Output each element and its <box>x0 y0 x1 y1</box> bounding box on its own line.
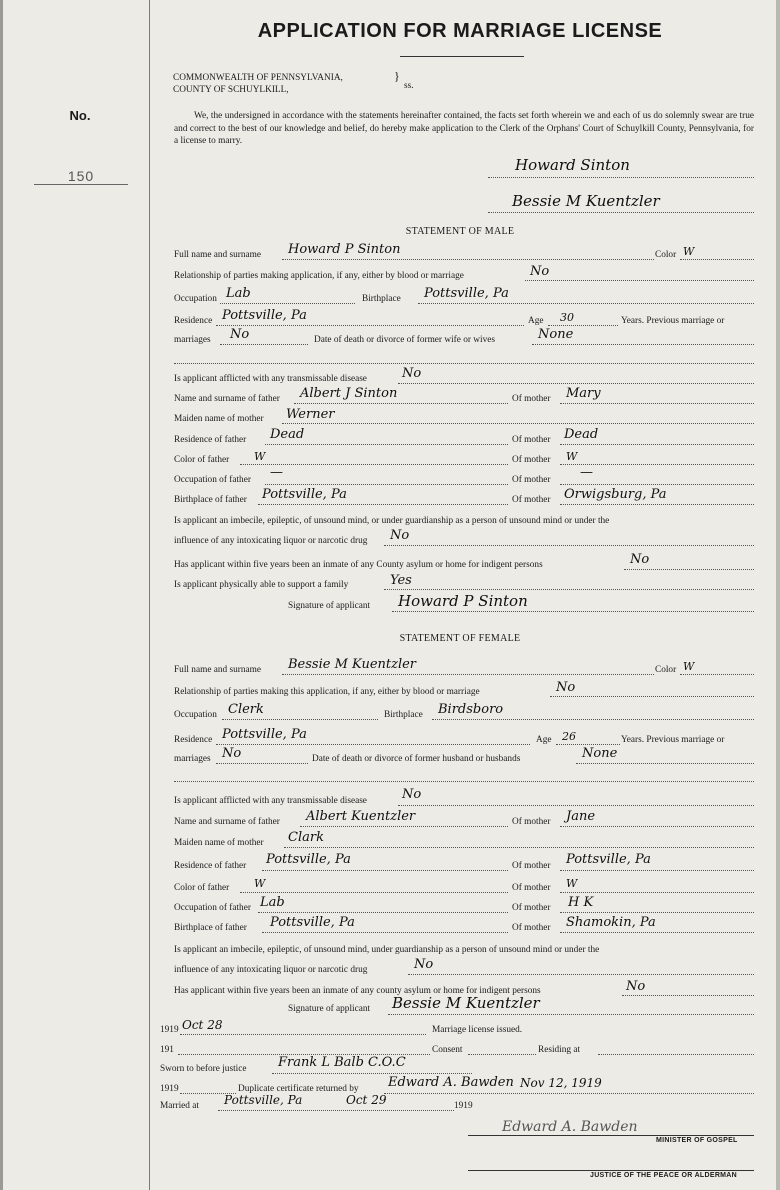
dotted-line <box>560 504 754 505</box>
dotted-line <box>174 781 754 782</box>
female-occupation[interactable]: Clerk <box>228 702 264 717</box>
female-imbecile[interactable]: No <box>414 957 434 972</box>
male-marriages-label: marriages <box>174 335 211 345</box>
dotted-line <box>398 805 754 806</box>
female-residence[interactable]: Pottsville, Pa <box>222 727 307 742</box>
female-imbecile-label-1: Is applicant an imbecile, epileptic, of unsound mind, under guardianship as a person of unsound mind or under the <box>174 945 600 955</box>
female-birth-father-label: Birthplace of father <box>174 923 247 933</box>
dotted-line <box>258 504 508 505</box>
female-asylum-label: Has applicant within five years been an inmate of any county asylum or home for indigent persons <box>174 986 541 996</box>
dotted-line <box>180 1034 426 1035</box>
dotted-line <box>282 674 654 675</box>
female-age[interactable]: 26 <box>562 730 576 743</box>
dotted-line <box>294 403 508 404</box>
number-line <box>34 184 128 185</box>
male-years-label: Years. Previous marriage or <box>621 316 725 326</box>
male-occ-mother-label: Of mother <box>512 475 551 485</box>
dotted-line <box>598 1054 754 1055</box>
consent-label: Consent <box>432 1045 463 1055</box>
female-res-mother-label: Of mother <box>512 861 551 871</box>
female-relationship[interactable]: No <box>556 680 576 695</box>
applicant-signature-1: Howard Sinton <box>515 156 630 174</box>
minister-line <box>468 1135 754 1136</box>
dotted-line <box>560 932 754 933</box>
dotted-line <box>384 1093 754 1094</box>
dotted-line <box>548 325 618 326</box>
male-color-mother-label: Of mother <box>512 455 551 465</box>
margin-divider <box>149 0 150 1190</box>
female-date-death-label: Date of death or divorce of former husband or husbands <box>312 754 521 764</box>
female-res-father[interactable]: Pottsville, Pa <box>266 852 351 867</box>
male-res-mother-label: Of mother <box>512 435 551 445</box>
male-maiden[interactable]: Werner <box>286 407 335 422</box>
male-occ-father-label: Occupation of father <box>174 475 251 485</box>
county-label: COUNTY OF SCHUYLKILL, <box>173 85 289 95</box>
female-maiden[interactable]: Clark <box>288 830 324 845</box>
female-occupation-label: Occupation <box>174 710 217 720</box>
female-color-mother[interactable]: W <box>566 877 578 890</box>
dotted-line <box>560 870 754 871</box>
female-father-name[interactable]: Albert Kuentzler <box>306 809 416 824</box>
duplicate-label: Duplicate certificate returned by <box>238 1084 359 1094</box>
dotted-line <box>560 403 754 404</box>
dotted-line <box>550 696 754 697</box>
male-mother-name[interactable]: Mary <box>566 386 601 401</box>
male-date-death-label: Date of death or divorce of former wife or wives <box>314 335 495 345</box>
female-res-father-label: Residence of father <box>174 861 247 871</box>
dotted-line <box>384 589 754 590</box>
male-age-label: Age <box>528 316 544 326</box>
dotted-line <box>284 847 754 848</box>
dotted-line <box>680 259 754 260</box>
male-imbecile-label-2: influence of any intoxicating liquor or narcotic drug <box>174 536 368 546</box>
dotted-line <box>576 763 754 764</box>
male-res-father[interactable]: Dead <box>270 427 305 442</box>
issued-label: Marriage license issued. <box>432 1025 523 1035</box>
male-maiden-label: Maiden name of mother <box>174 414 264 424</box>
male-relationship-label: Relationship of parties making application, if any, either by blood or marriage <box>174 271 464 281</box>
preamble-text <box>174 110 754 148</box>
male-relationship[interactable]: No <box>530 264 550 279</box>
dotted-line <box>398 383 754 384</box>
dotted-line <box>624 569 754 570</box>
female-maiden-label: Maiden name of mother <box>174 838 264 848</box>
dotted-line <box>240 892 508 893</box>
residing-label: Residing at <box>538 1045 581 1055</box>
female-signature[interactable]: Bessie M Kuentzler <box>392 994 540 1012</box>
male-occupation-label: Occupation <box>174 294 217 304</box>
document-title: APPLICATION FOR MARRIAGE LICENSE <box>257 20 663 42</box>
male-full-name[interactable]: Howard P Sinton <box>288 242 401 257</box>
male-asylum-label: Has applicant within five years been an inmate of any County asylum or home for indigent persons <box>174 560 543 570</box>
consent-year: 191 <box>160 1045 174 1055</box>
male-asylum[interactable]: No <box>630 552 650 567</box>
dotted-line <box>282 423 754 424</box>
male-mother-name-label: Of mother <box>512 394 551 404</box>
dotted-line <box>560 484 754 485</box>
male-birth-father[interactable]: Pottsville, Pa <box>262 487 347 502</box>
dotted-line <box>556 744 620 745</box>
male-father-name[interactable]: Albert J Sinton <box>300 386 398 401</box>
dotted-line <box>222 719 378 720</box>
dotted-line <box>560 444 754 445</box>
female-relationship-label: Relationship of parties making this application, if any, either by blood or marriage <box>174 687 480 697</box>
female-imbecile-label-2: influence of any intoxicating liquor or narcotic drug <box>174 965 368 975</box>
dotted-line <box>525 280 754 281</box>
female-prev-marriage[interactable]: No <box>222 746 242 761</box>
male-birth-mother[interactable]: Orwigsburg, Pa <box>564 487 667 502</box>
female-color-father-label: Color of father <box>174 883 230 893</box>
dotted-line <box>622 995 754 996</box>
returned-date[interactable]: Nov 12, 1919 <box>520 1076 602 1090</box>
dotted-line <box>216 325 524 326</box>
number-label: No. <box>69 108 91 123</box>
female-color[interactable]: W <box>683 660 695 673</box>
male-age[interactable]: 30 <box>560 311 574 324</box>
duplicate-year: 1919 <box>160 1084 179 1094</box>
male-date-death[interactable]: None <box>538 327 574 342</box>
title-rule <box>400 56 524 57</box>
dotted-line <box>560 892 754 893</box>
male-residence-label: Residence <box>174 316 213 326</box>
dotted-line <box>216 763 308 764</box>
dotted-line <box>392 611 754 612</box>
dotted-line <box>174 363 754 364</box>
female-birth-father[interactable]: Pottsville, Pa <box>270 915 355 930</box>
female-birthplace[interactable]: Birdsboro <box>438 702 504 717</box>
dotted-line <box>560 826 754 827</box>
male-birth-father-label: Birthplace of father <box>174 495 247 505</box>
female-marriages-label: marriages <box>174 754 211 764</box>
preamble-body: We, the undersigned in accordance with the statements hereinafter contained, the facts set forth wherein we and each of us do solemnly swear are true and correct to the best of our knowledge and belief, do hereby make application to the Clerk of the Orphans' Court of Schuylkill County, Pennsylvania, for a license to marry. <box>174 111 754 146</box>
female-birthplace-label: Birthplace <box>384 710 423 720</box>
female-occ-mother[interactable]: H K <box>568 895 594 910</box>
married-place[interactable]: Pottsville, Pa <box>224 1093 303 1107</box>
dotted-line <box>384 545 754 546</box>
male-signature-label: Signature of applicant <box>288 601 371 611</box>
male-father-name-label: Name and surname of father <box>174 394 280 404</box>
dotted-line <box>468 1054 536 1055</box>
page-edge-right <box>776 0 780 1190</box>
female-heading: STATEMENT OF FEMALE <box>399 633 521 644</box>
male-full-name-label: Full name and surname <box>174 250 262 260</box>
dotted-line <box>300 826 508 827</box>
male-imbecile-label-1: Is applicant an imbecile, epileptic, of unsound mind, or under guardianship as a person of unsound mind or under the <box>174 516 610 526</box>
dotted-line <box>265 444 508 445</box>
female-mother-name[interactable]: Jane <box>566 809 596 824</box>
male-occ-father[interactable]: — <box>270 465 283 480</box>
justice-line <box>468 1170 754 1171</box>
male-heading: STATEMENT OF MALE <box>405 226 515 237</box>
female-occ-mother-label: Of mother <box>512 903 551 913</box>
dotted-line <box>680 674 754 675</box>
female-mother-name-label: Of mother <box>512 817 551 827</box>
female-color-mother-label: Of mother <box>512 883 551 893</box>
female-birth-mother-label: Of mother <box>512 923 551 933</box>
male-color-father-label: Color of father <box>174 455 230 465</box>
brace-symbol: } <box>394 69 400 83</box>
dotted-line <box>388 1014 754 1015</box>
issued-date[interactable]: Oct 28 <box>182 1018 223 1032</box>
male-res-mother[interactable]: Dead <box>564 427 599 442</box>
male-birthplace-label: Birthplace <box>362 294 401 304</box>
male-imbecile[interactable]: No <box>390 528 410 543</box>
male-res-father-label: Residence of father <box>174 435 247 445</box>
dotted-line <box>560 912 754 913</box>
returned-by[interactable]: Edward A. Bawden <box>388 1075 514 1090</box>
male-birth-mother-label: Of mother <box>512 495 551 505</box>
male-birthplace[interactable]: Pottsville, Pa <box>424 286 509 301</box>
dotted-line <box>262 870 508 871</box>
male-color-label: Color <box>655 250 677 260</box>
dotted-line <box>282 259 654 260</box>
ss-label: ss. <box>404 81 414 91</box>
dotted-line <box>272 1073 472 1074</box>
dotted-line <box>408 974 754 975</box>
male-color-mother[interactable]: W <box>566 450 578 463</box>
male-prev-marriage[interactable]: No <box>230 327 250 342</box>
female-asylum[interactable]: No <box>626 979 646 994</box>
issued-year: 1919 <box>160 1025 179 1035</box>
dotted-line <box>220 344 308 345</box>
dotted-line <box>220 303 355 304</box>
sworn-justice[interactable]: Frank L Balb C.O.C <box>278 1055 406 1070</box>
female-res-mother[interactable]: Pottsville, Pa <box>566 852 651 867</box>
male-residence[interactable]: Pottsville, Pa <box>222 308 307 323</box>
female-occ-father[interactable]: Lab <box>260 895 285 910</box>
male-support-label: Is applicant physically able to support a family <box>174 580 349 590</box>
male-signature[interactable]: Howard P Sinton <box>398 592 528 610</box>
male-color-father[interactable]: W <box>254 450 266 463</box>
female-disease-label: Is applicant afflicted with any transmissable disease <box>174 796 367 806</box>
female-full-name[interactable]: Bessie M Kuentzler <box>288 657 417 672</box>
dotted-line <box>418 303 754 304</box>
dotted-line <box>265 484 508 485</box>
female-occ-father-label: Occupation of father <box>174 903 251 913</box>
officiant-signature[interactable]: Edward A. Bawden <box>502 1119 638 1135</box>
sig-line-2 <box>488 212 754 213</box>
minister-label: MINISTER OF GOSPEL <box>656 1137 738 1144</box>
female-color-label: Color <box>655 665 677 675</box>
dotted-line <box>432 719 754 720</box>
female-signature-label: Signature of applicant <box>288 1004 371 1014</box>
female-age-label: Age <box>536 735 552 745</box>
female-birth-mother[interactable]: Shamokin, Pa <box>566 915 656 930</box>
married-at-label: Married at <box>160 1101 199 1111</box>
applicant-signature-2: Bessie M Kuentzler <box>512 192 660 210</box>
dotted-line <box>258 912 508 913</box>
female-years-label: Years. Previous marriage or <box>621 735 725 745</box>
married-year: 1919 <box>454 1101 473 1111</box>
female-date-death[interactable]: None <box>582 746 618 761</box>
sig-line-1 <box>488 177 754 178</box>
married-date[interactable]: Oct 29 <box>346 1093 387 1107</box>
female-residence-label: Residence <box>174 735 213 745</box>
dotted-line <box>532 344 754 345</box>
female-color-father[interactable]: W <box>254 877 266 890</box>
male-support[interactable]: Yes <box>390 573 412 588</box>
male-occupation[interactable]: Lab <box>226 286 251 301</box>
commonwealth-label: COMMONWEALTH OF PENNSYLVANIA, <box>173 73 343 83</box>
dotted-line <box>262 932 508 933</box>
sworn-label: Sworn to before justice <box>160 1064 247 1074</box>
dotted-line <box>218 1110 454 1111</box>
left-margin <box>0 0 149 1190</box>
justice-label: JUSTICE OF THE PEACE OR ALDERMAN <box>590 1172 738 1179</box>
female-full-name-label: Full name and surname <box>174 665 262 675</box>
female-father-name-label: Name and surname of father <box>174 817 280 827</box>
male-color[interactable]: W <box>683 245 695 258</box>
male-disease[interactable]: No <box>402 366 422 381</box>
dotted-line <box>216 744 530 745</box>
female-disease[interactable]: No <box>402 787 422 802</box>
male-disease-label: Is applicant afflicted with any transmissable disease <box>174 374 367 384</box>
male-occ-mother[interactable]: — <box>580 465 593 480</box>
application-number: 150 <box>67 168 95 184</box>
